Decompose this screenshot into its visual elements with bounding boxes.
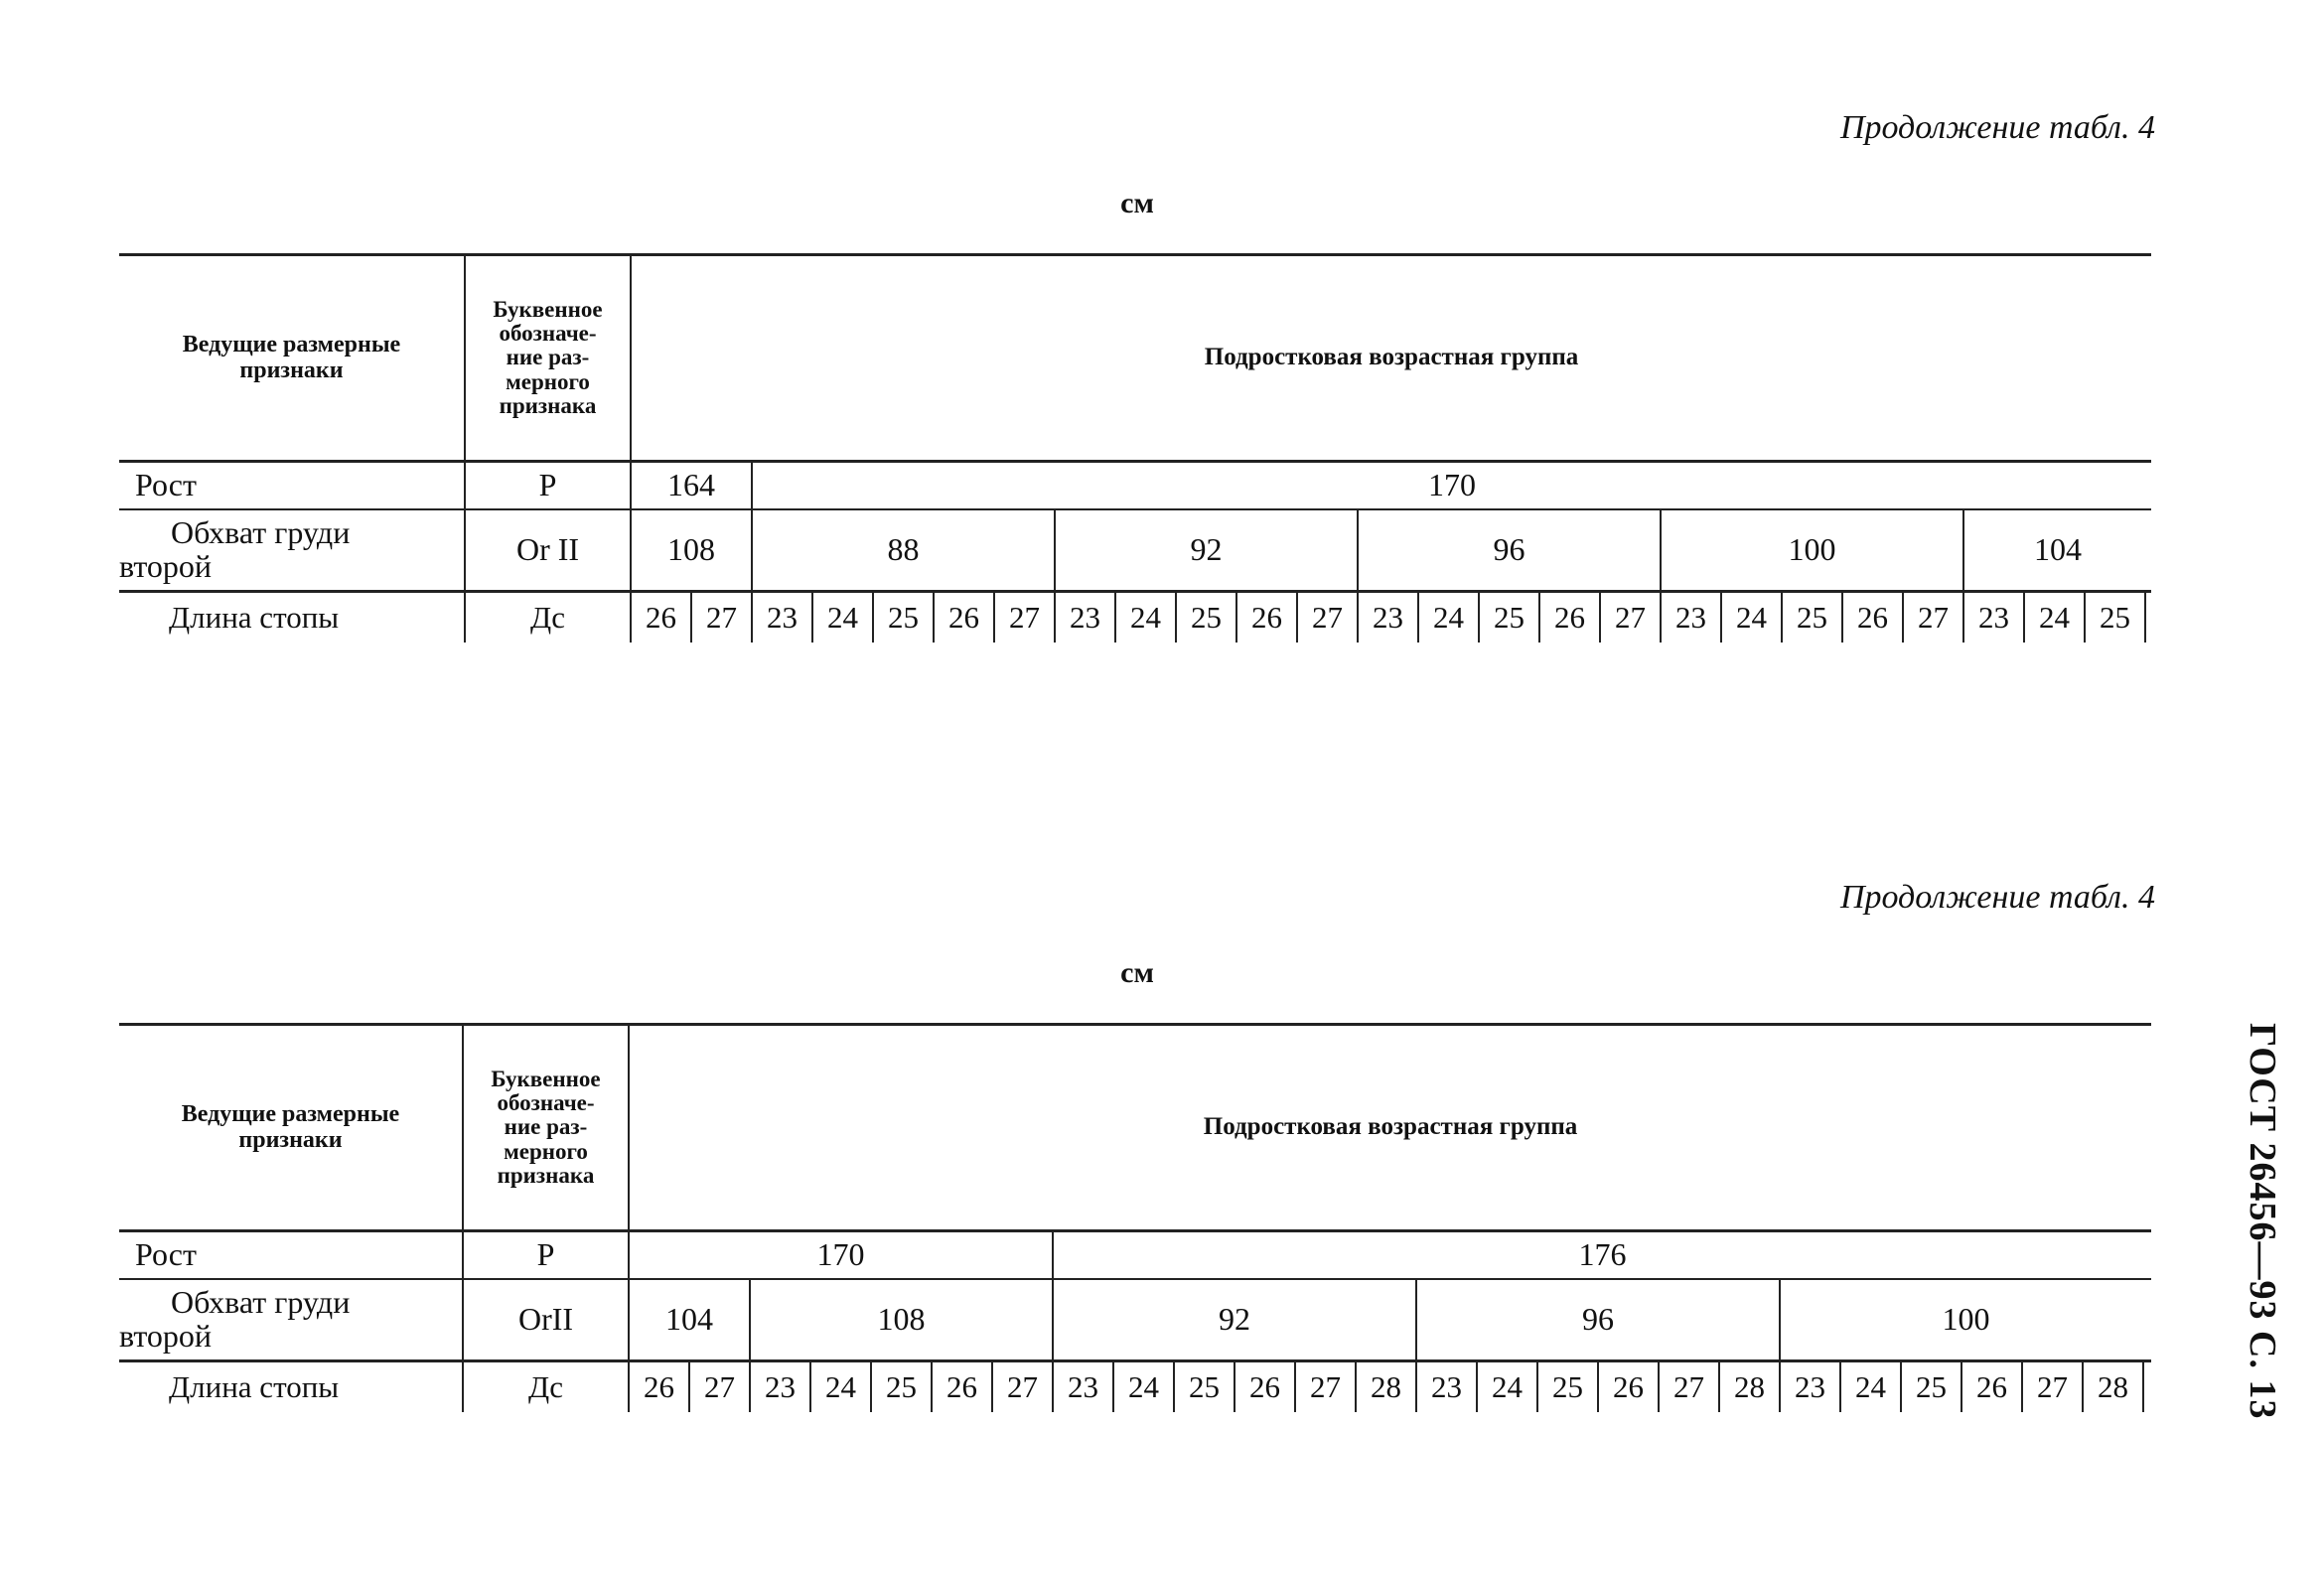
value-cell: 27 xyxy=(992,1361,1053,1413)
table-row-chest-girth xyxy=(119,1279,2151,1361)
value-cell: 25 xyxy=(1782,592,1842,643)
value-cell: 27 xyxy=(1659,1361,1719,1413)
value-cell: 25 xyxy=(873,592,934,643)
group-cell: 96 xyxy=(1358,509,1661,592)
table-row-height xyxy=(119,462,2151,510)
value-cell: 27 xyxy=(2022,1361,2083,1413)
header-age-group: Подростковая возрастная группа xyxy=(629,1025,2151,1231)
row-symbol: Or II xyxy=(465,509,631,592)
group-cell: 170 xyxy=(752,462,2151,510)
value-cell: 23 xyxy=(1416,1361,1477,1413)
value-cell: 25 xyxy=(1176,592,1236,643)
value-cell: 24 xyxy=(810,1361,871,1413)
row-symbol: Р xyxy=(465,462,631,510)
spacer-cell xyxy=(2145,592,2151,643)
unit-label-2: см xyxy=(1120,956,1154,989)
value-cell: 24 xyxy=(1840,1361,1901,1413)
group-cell: 176 xyxy=(1053,1231,2151,1280)
value-cell: 24 xyxy=(1477,1361,1537,1413)
row-label: Рост xyxy=(119,1231,463,1280)
value-cell: 24 xyxy=(1115,592,1176,643)
value-cell: 23 xyxy=(752,592,812,643)
value-cell: 26 xyxy=(629,1361,689,1413)
group-cell: 108 xyxy=(750,1279,1053,1361)
group-cell: 92 xyxy=(1053,1279,1416,1361)
table-header-row xyxy=(119,1025,2151,1231)
row-label: Рост xyxy=(119,462,465,510)
value-cell: 28 xyxy=(1719,1361,1780,1413)
size-table-2 xyxy=(119,1023,2151,1412)
continuation-caption-2: Продолжение табл. 4 xyxy=(1839,879,2155,916)
table-row-foot-length xyxy=(119,1361,2151,1413)
value-cell: 26 xyxy=(1961,1361,2022,1413)
value-cell: 23 xyxy=(1780,1361,1840,1413)
group-cell: 164 xyxy=(631,462,752,510)
value-cell: 28 xyxy=(1356,1361,1416,1413)
group-cell: 92 xyxy=(1055,509,1358,592)
unit-label-1: см xyxy=(1120,187,1154,219)
value-cell: 26 xyxy=(1598,1361,1659,1413)
value-cell: 23 xyxy=(750,1361,810,1413)
value-cell: 23 xyxy=(1053,1361,1113,1413)
row-symbol: Р xyxy=(463,1231,629,1280)
header-letter-symbol: Буквенное обозначе- ние раз- мерного признака xyxy=(465,255,631,462)
value-cell: 27 xyxy=(1903,592,1963,643)
table-header-row xyxy=(119,255,2151,462)
header-leading-features: Ведущие размерные признаки xyxy=(119,1025,463,1231)
value-cell: 25 xyxy=(1537,1361,1598,1413)
group-cell: 104 xyxy=(1963,509,2151,592)
value-cell: 26 xyxy=(1539,592,1600,643)
value-cell: 26 xyxy=(934,592,994,643)
value-cell: 27 xyxy=(994,592,1055,643)
header-letter-symbol: Буквенное обозначе- ние раз- мерного признака xyxy=(463,1025,629,1231)
row-symbol: Дс xyxy=(463,1361,629,1413)
value-cell: 25 xyxy=(1174,1361,1235,1413)
row-label: Обхват груди второй xyxy=(119,1279,463,1361)
row-symbol: OrII xyxy=(463,1279,629,1361)
value-cell: 24 xyxy=(2024,592,2085,643)
group-cell: 108 xyxy=(631,509,752,592)
value-cell: 27 xyxy=(1297,592,1358,643)
group-cell: 170 xyxy=(629,1231,1053,1280)
row-label: Длина стопы xyxy=(169,599,340,635)
value-cell: 23 xyxy=(1358,592,1418,643)
value-cell: 24 xyxy=(1721,592,1782,643)
group-cell: 88 xyxy=(752,509,1055,592)
value-cell: 23 xyxy=(1661,592,1721,643)
value-cell: 26 xyxy=(631,592,691,643)
value-cell: 24 xyxy=(812,592,873,643)
value-cell: 26 xyxy=(1236,592,1297,643)
value-cell: 26 xyxy=(1842,592,1903,643)
value-cell: 27 xyxy=(1295,1361,1356,1413)
value-cell: 25 xyxy=(871,1361,932,1413)
group-cell: 100 xyxy=(1780,1279,2151,1361)
header-age-group: Подростковая возрастная группа xyxy=(631,255,2151,462)
value-cell: 23 xyxy=(1963,592,2024,643)
continuation-caption-1: Продолжение табл. 4 xyxy=(1839,109,2155,146)
group-cell: 104 xyxy=(629,1279,750,1361)
header-leading-features: Ведущие размерные признаки xyxy=(119,255,465,462)
value-cell: 27 xyxy=(691,592,752,643)
row-label: Обхват груди второй xyxy=(119,509,465,592)
value-cell: 27 xyxy=(1600,592,1661,643)
row-label: Длина стопы xyxy=(169,1368,340,1404)
size-table-1 xyxy=(119,253,2151,643)
value-cell: 24 xyxy=(1113,1361,1174,1413)
value-cell: 25 xyxy=(1479,592,1539,643)
value-cell: 25 xyxy=(1901,1361,1961,1413)
value-cell: 28 xyxy=(2083,1361,2143,1413)
row-symbol: Дс xyxy=(465,592,631,643)
group-cell: 96 xyxy=(1416,1279,1780,1361)
value-cell: 26 xyxy=(1235,1361,1295,1413)
value-cell: 27 xyxy=(689,1361,750,1413)
value-cell: 23 xyxy=(1055,592,1115,643)
side-standard-caption: ГОСТ 26456—93 С. 13 xyxy=(2242,1023,2283,1420)
group-cell: 100 xyxy=(1661,509,1963,592)
table-row-height xyxy=(119,1231,2151,1280)
value-cell: 24 xyxy=(1418,592,1479,643)
table-row-chest-girth xyxy=(119,509,2151,592)
value-cell: 26 xyxy=(932,1361,992,1413)
value-cell: 25 xyxy=(2085,592,2145,643)
table-row-foot-length xyxy=(119,592,2151,643)
spacer-cell xyxy=(2143,1361,2151,1413)
